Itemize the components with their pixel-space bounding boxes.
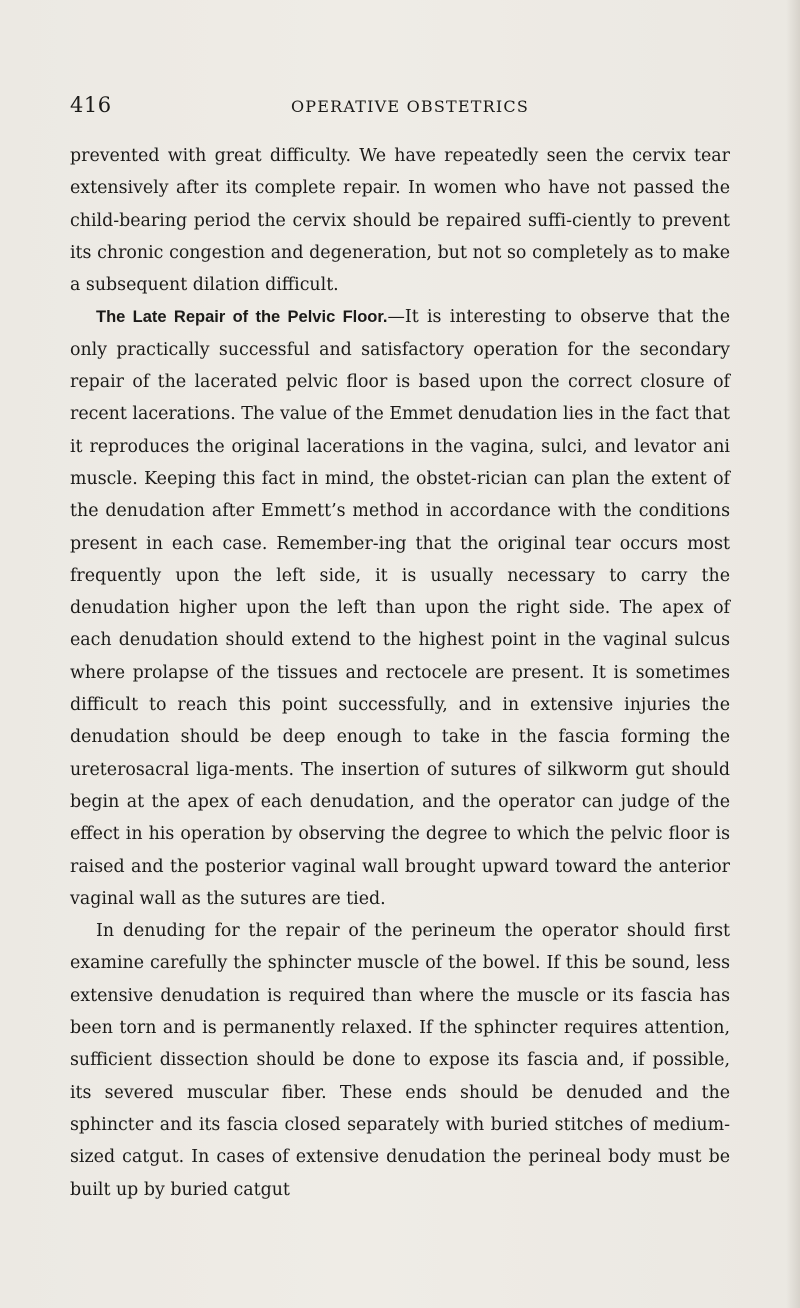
paragraph-2 <box>70 301 730 915</box>
paragraph-1: prevented with great difficulty. We have repeatedly seen the cervix tear extensively after its complete repair. In women who have not passed the child-bearing period the cervix should be repaired suffi-ciently to prevent its chronic congestion and degeneration, but not so completely as to make a subsequent dilation difficult. <box>70 146 730 296</box>
running-head: OPERATIVE OBSTETRICS <box>290 97 530 116</box>
section-heading: The Late Repair of the Pelvic Floor. <box>96 308 388 327</box>
page-number: 416 <box>70 93 112 117</box>
page-edge-shadow <box>786 0 800 1308</box>
paragraph-3: In denuding for the repair of the perineum the operator should first examine carefully the sphincter muscle of the bowel. If this be sound, less extensive denudation is required than where the muscle or its fascia has been torn and is permanently relaxed. If the sphincter requires attention, sufficient dissection should be done to expose its fascia and, if possible, its severed muscular fiber. These ends should be denuded and the sphincter and its fascia closed separately with buried stitches of medium-sized catgut. In cases of extensive denudation the perineal body must be built up by buried catgut <box>70 921 730 1200</box>
page-header <box>0 93 800 123</box>
paragraph-2-text: —It is interesting to observe that the only practically successful and satisfactory operation for the secondary repair of the lacerated pelvic floor is based upon the correct closure of recent lacerations. The value of the Emmet denudation lies in the fact that it reproduces the original lacerations in the vagina, sulci, and levator ani muscle. Keeping this fact in mind, the obstet-rician can plan the extent of the denudation after Emmett’s method in accordance with the conditions present in each case. Remember-ing that the original tear occurs most frequently upon the left side, it is usually necessary to carry the denudation higher upon the left than upon the right side. The apex of each denudation should extend to the highest point in the vaginal sulcus where prolapse of the tissues and rectocele are present. It is sometimes difficult to reach this point successfully, and in extensive injuries the denudation should be deep enough to take in the fascia forming the ureterosacral liga-ments. The insertion of sutures of silkworm gut should begin at the apex of each denudation, and the operator can judge of the effect in his operation by observing the degree to which the pelvic floor is raised and the posterior vaginal wall brought upward toward the anterior vaginal wall as the sutures are tied. <box>70 307 730 909</box>
body-text <box>70 140 730 1206</box>
